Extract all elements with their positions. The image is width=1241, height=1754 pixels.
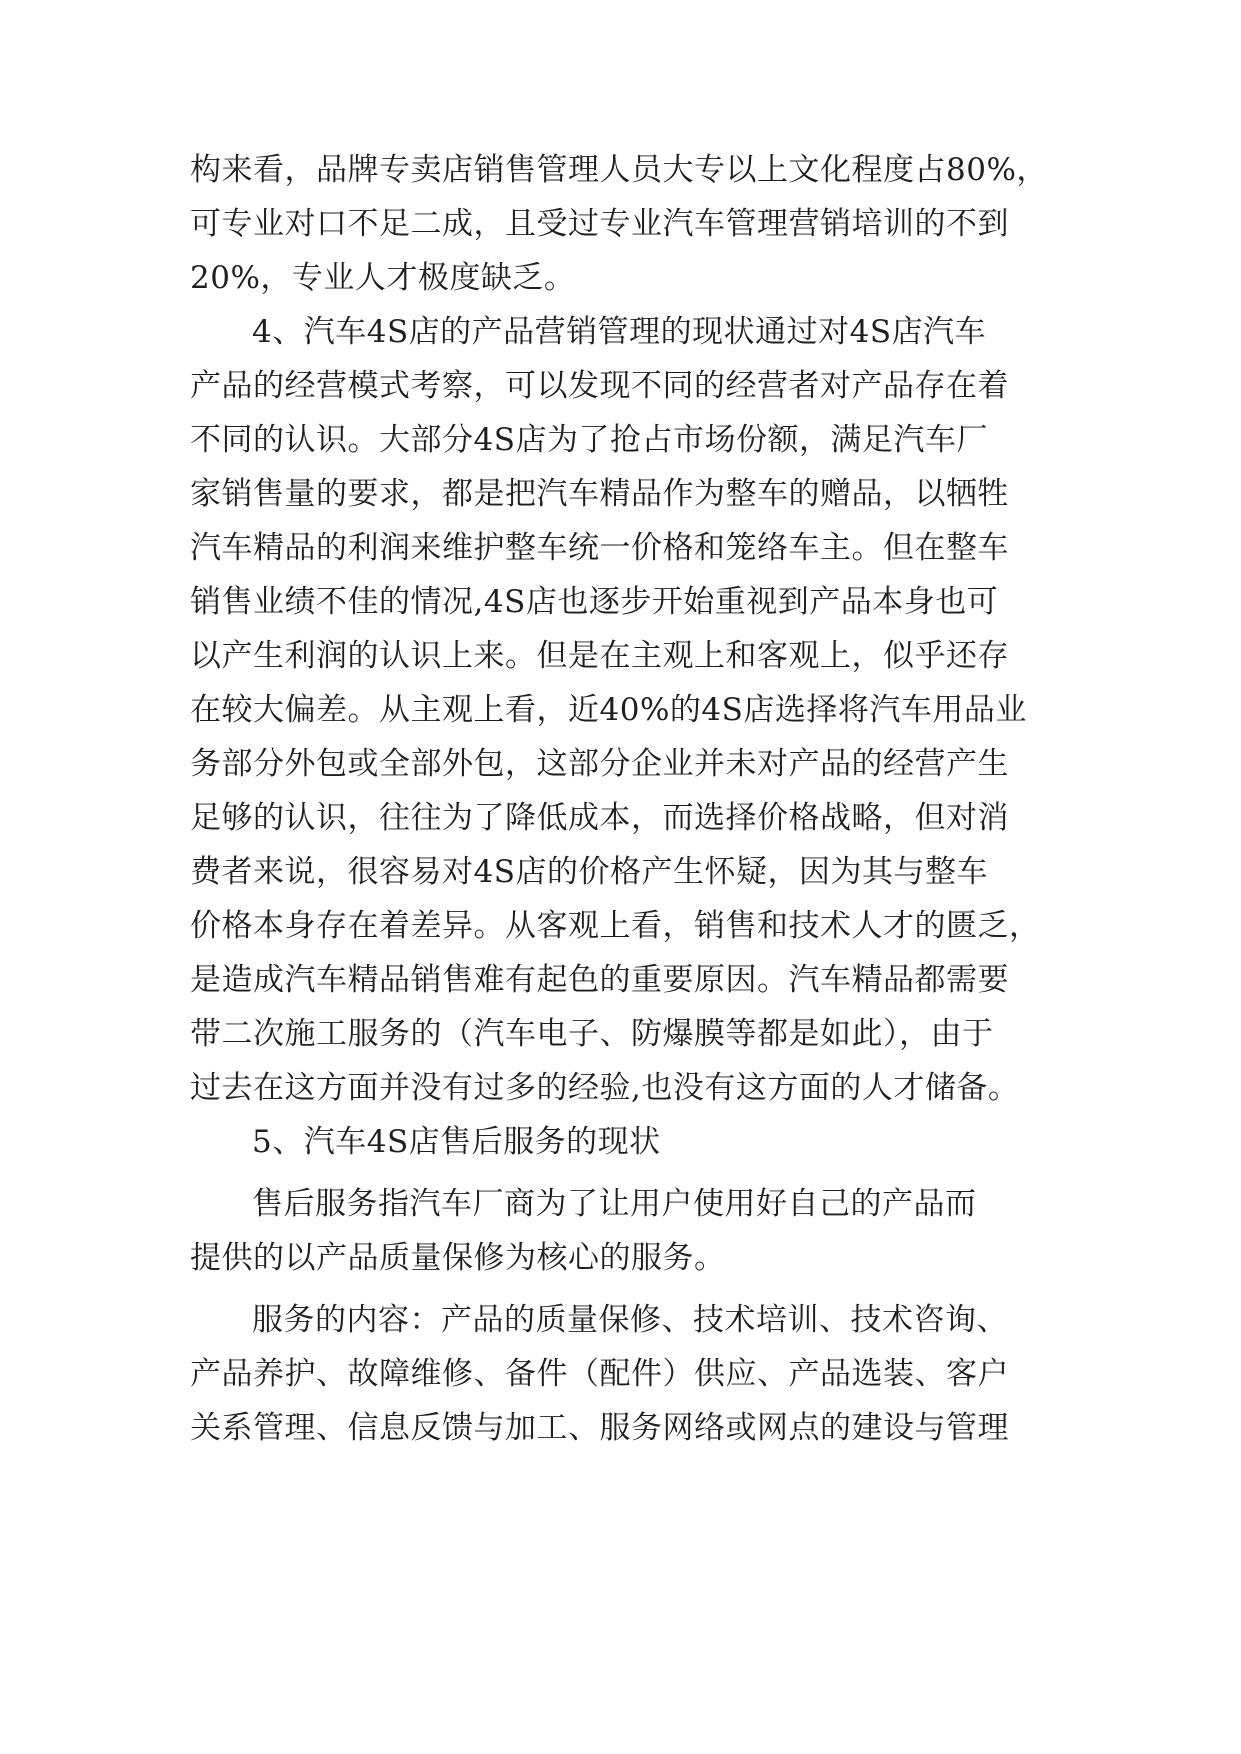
paragraph-line: 过去在这方面并没有过多的经验,也没有这方面的人才储备。 <box>190 1070 1020 1106</box>
paragraph-line: 20%，专业人才极度缺乏。 <box>190 260 576 296</box>
paragraph-line: 可专业对口不足二成，且受过专业汽车管理营销培训的不到 <box>190 206 1009 242</box>
paragraph-line: 售后服务指汽车厂商为了让用户使用好自己的产品而 <box>252 1186 977 1222</box>
paragraph-line: 务部分外包或全部外包，这部分企业并未对产品的经营产生 <box>190 746 1009 782</box>
paragraph-line: 足够的认识，往往为了降低成本，而选择价格战略，但对消 <box>190 800 1009 836</box>
paragraph-line: 家销售量的要求，都是把汽车精品作为整车的赠品，以牺牲 <box>190 476 1009 512</box>
paragraph-line: 构来看，品牌专卖店销售管理人员大专以上文化程度占80%， <box>190 152 1048 188</box>
paragraph-line: 以产生利润的认识上来。但是在主观上和客观上，似乎还存 <box>190 638 1009 674</box>
paragraph-line: 不同的认识。大部分4S店为了抢占市场份额，满足汽车厂 <box>190 422 988 458</box>
paragraph-line: 产品的经营模式考察，可以发现不同的经营者对产品存在着 <box>190 368 1009 404</box>
section-heading: 5、汽车4S店售后服务的现状 <box>252 1124 661 1160</box>
paragraph-line: 关系管理、信息反馈与加工、服务网络或网点的建设与管理 <box>190 1410 1009 1446</box>
paragraph-line: 汽车精品的利润来维护整车统一价格和笼络车主。但在整车 <box>190 530 1009 566</box>
paragraph-line: 价格本身存在着差异。从客观上看，销售和技术人才的匮乏， <box>190 908 1041 944</box>
paragraph-line: 是造成汽车精品销售难有起色的重要原因。汽车精品都需要 <box>190 962 1009 998</box>
paragraph-line: 费者来说，很容易对4S店的价格产生怀疑，因为其与整车 <box>190 854 988 890</box>
paragraph-line: 4、汽车4S店的产品营销管理的现状通过对4S店汽车 <box>252 314 987 350</box>
paragraph-line: 带二次施工服务的（汽车电子、防爆膜等都是如此），由于 <box>190 1016 994 1052</box>
paragraph-line: 在较大偏差。从主观上看，近40%的4S店选择将汽车用品业 <box>190 692 1027 728</box>
paragraph-line: 销售业绩不佳的情况,4S店也逐步开始重视到产品本身也可 <box>190 584 999 620</box>
paragraph-line: 产品养护、故障维修、备件（配件）供应、产品选装、客户 <box>190 1356 1009 1392</box>
paragraph-line: 提供的以产品质量保修为核心的服务。 <box>190 1240 726 1276</box>
paragraph-line: 服务的内容：产品的质量保修、技术培训、技术咨询、 <box>252 1302 1008 1338</box>
